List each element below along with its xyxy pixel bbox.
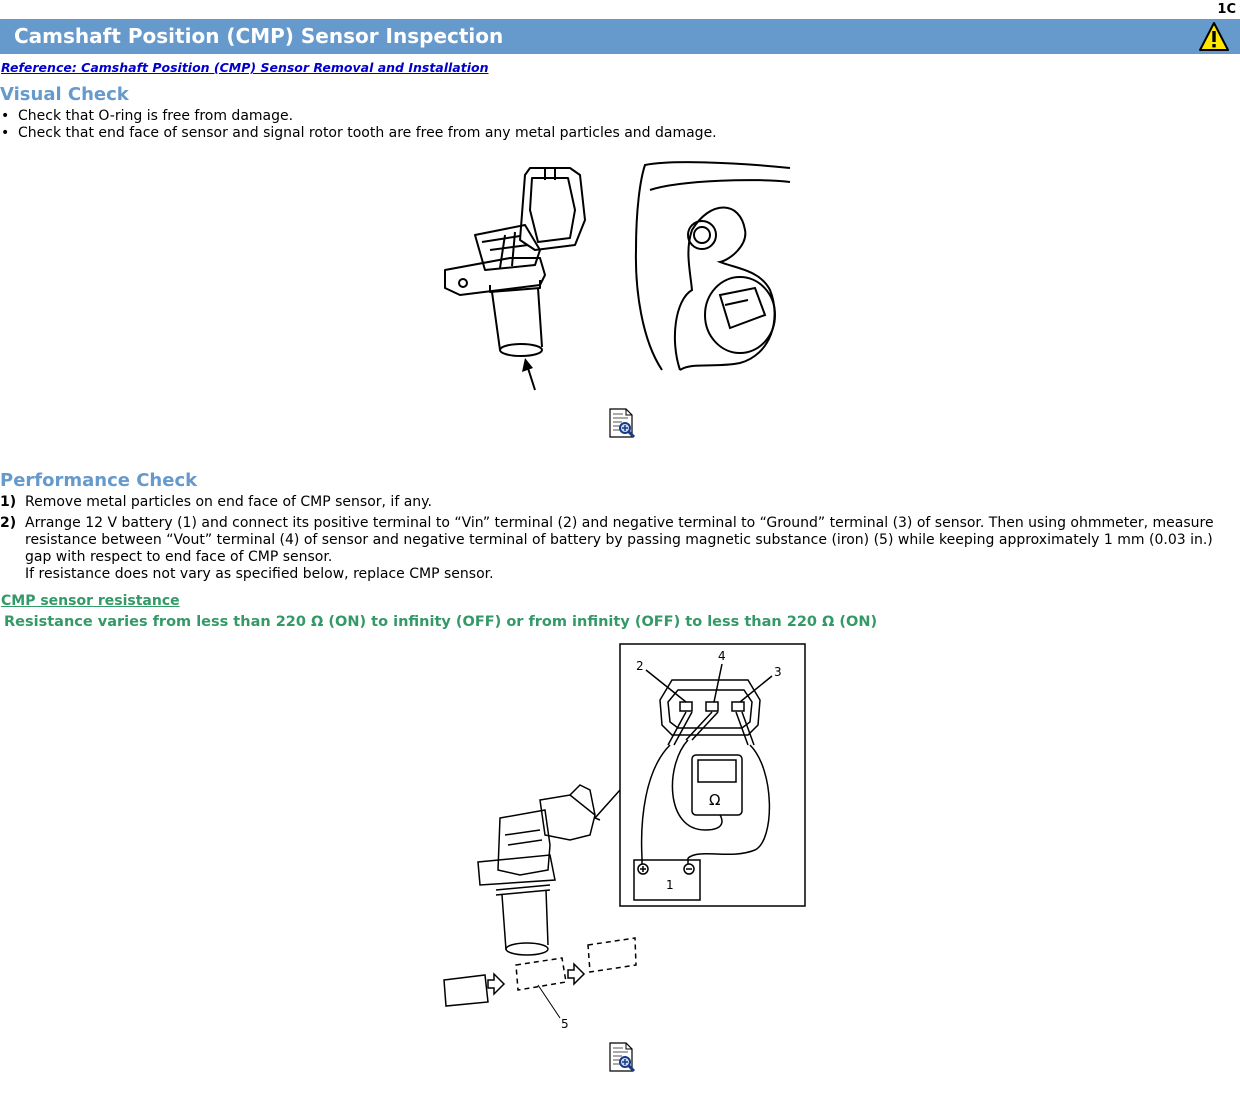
reference-link[interactable]: Reference: Camshaft Position (CMP) Sensor Removal and Installation: [1, 60, 489, 75]
list-item: 2) Arrange 12 V battery (1) and connect its positive terminal to “Vin” terminal (2) and negative terminal to “Ground” terminal (3) of sensor. Then using ohmmeter, measure resistance between “Vout” terminal (4) of sensor and negative terminal of battery by passing magnetic substance (iron) (5) while keeping approximately 1 mm (0.03 in.) gap with respect to end face of CMP sensor. If resistance does not vary as specified below, replace CMP sensor.: [0, 515, 1214, 582]
sensor-visual-figure: [430, 150, 810, 395]
ohm-symbol: Ω: [709, 791, 721, 809]
wiring-diagram: [430, 640, 830, 1040]
list-item: 1) Remove metal particles on end face of CMP sensor, if any.: [0, 494, 432, 510]
spec-value: Resistance varies from less than 220 Ω (ON) to infinity (OFF) or from infinity (OFF) to less than 220 Ω (ON): [4, 614, 878, 630]
spec-link[interactable]: CMP sensor resistance: [1, 593, 180, 609]
title-bar: [0, 19, 1240, 54]
label-2: 2: [636, 659, 644, 673]
label-3: 3: [774, 665, 782, 679]
performance-check-heading: Performance Check: [0, 470, 198, 491]
page-title: Camshaft Position (CMP) Sensor Inspection: [14, 24, 504, 48]
performance-steps: [0, 494, 1240, 587]
zoom-icon[interactable]: [608, 1042, 636, 1072]
visual-check-list: [0, 108, 717, 142]
list-item: • Check that end face of sensor and signal rotor tooth are free from any metal particles and damage.: [1, 125, 717, 141]
zoom-icon[interactable]: [608, 408, 636, 438]
label-4: 4: [718, 649, 726, 663]
visual-check-heading: Visual Check: [0, 84, 129, 105]
label-5: 5: [561, 1017, 569, 1031]
list-item: • Check that O-ring is free from damage.: [1, 108, 294, 124]
page-code: 1C: [1217, 2, 1236, 17]
label-1: 1: [666, 878, 674, 892]
warning-icon[interactable]: [1198, 21, 1230, 53]
